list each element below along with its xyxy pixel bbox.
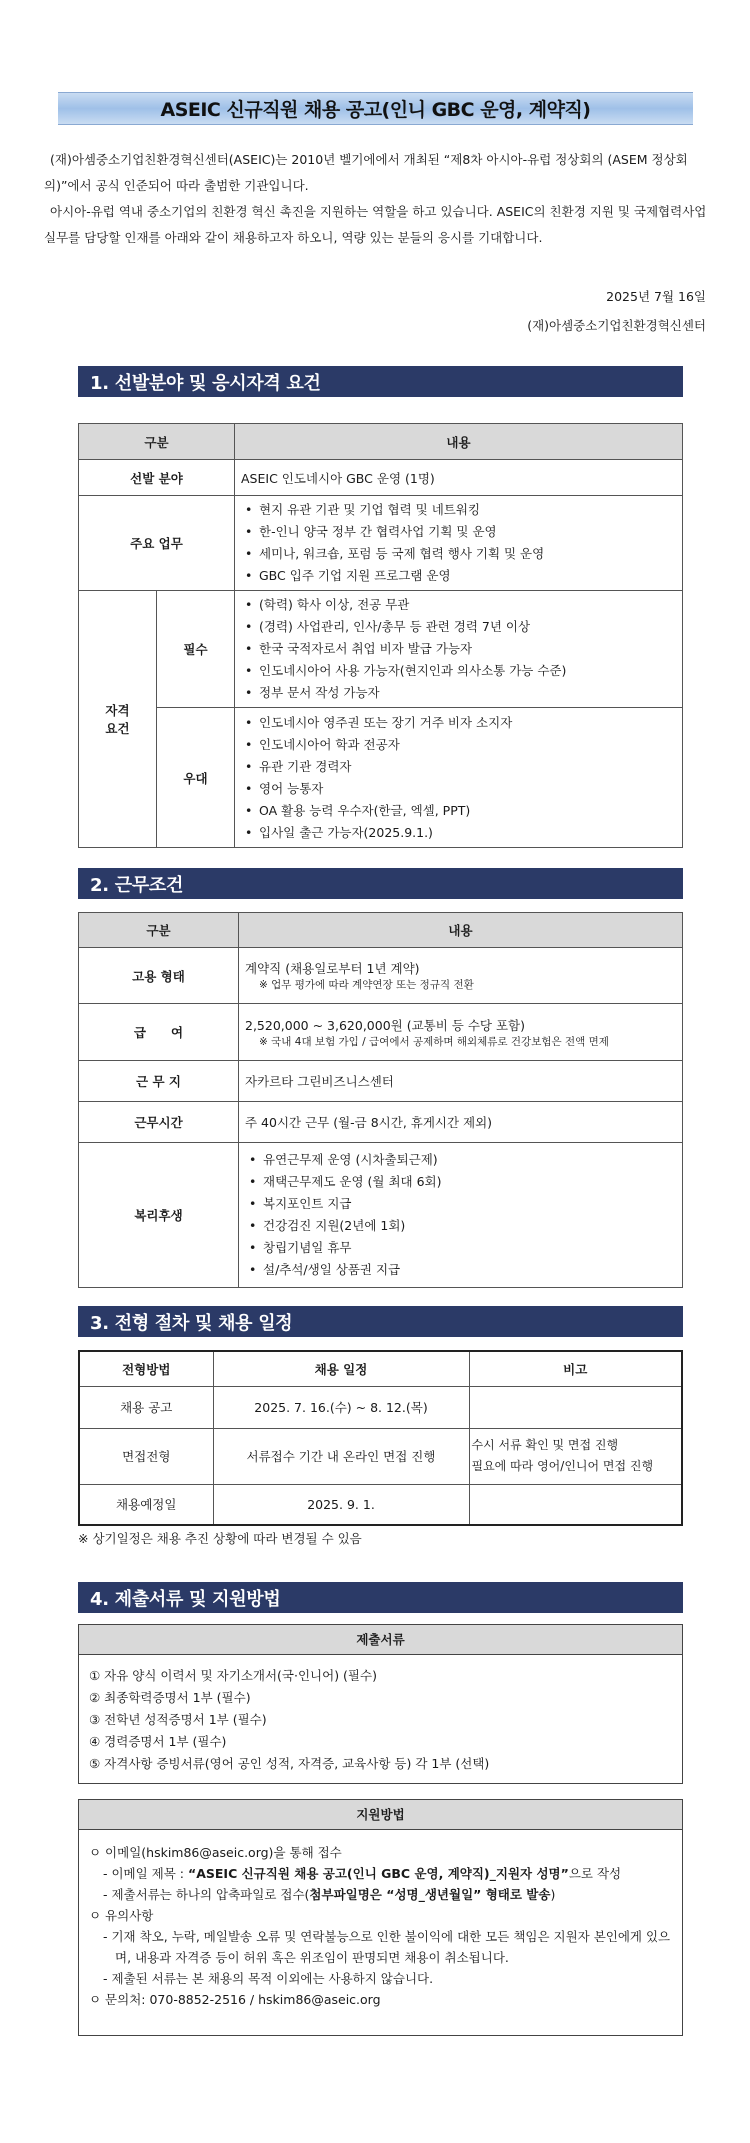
list-item: • 창립기념일 휴무: [245, 1237, 676, 1259]
application-line: - 기재 착오, 누락, 메일발송 오류 및 연락불능으로 인한 불이익에 대한 모든 책임은 지원자 본인에게 있으며, 내용과 자격증 등이 허위 혹은 위조임이 판명되면 채용이 취소됩니다.: [103, 1929, 671, 1965]
intro-paragraph-1: (재)아셈중소기업친환경혁신센터(ASEIC)는 2010년 벨기에에서 개최된 “제8차 아시아-유럽 정상회의 (ASEM 정상회의)”에서 공식 인준되어 따라 출범한 기관입니다.: [44, 152, 688, 193]
location-value: 자카르타 그린비즈니스센터: [239, 1061, 683, 1102]
preferred-list: [235, 709, 682, 847]
col-category: 구분: [79, 913, 239, 948]
list-item: • (학력) 학사 이상, 전공 무관: [241, 594, 676, 616]
application-body: [79, 1830, 682, 2018]
method-cell: 면접전형: [79, 1428, 213, 1484]
employment-cell: [239, 948, 683, 1004]
duties-cell: [235, 496, 683, 591]
salary-label: 급 여: [79, 1004, 239, 1061]
method-cell: 채용 공고: [79, 1386, 213, 1428]
qualification-table: [78, 423, 683, 848]
list-item: • 유관 기관 경력자: [241, 756, 676, 778]
list-item: • 한국 국적자로서 취업 비자 발급 가능자: [241, 638, 676, 660]
hours-value: 주 40시간 근무 (월-금 8시간, 휴게시간 제외): [239, 1102, 683, 1143]
documents-list: [79, 1655, 682, 1783]
text-span: 으로 작성: [568, 1866, 622, 1881]
remark-line-2: 필요에 따라 영어/인니어 면접 진행: [471, 1459, 654, 1473]
list-item: • 세미나, 워크숍, 포럼 등 국제 협력 행사 기획 및 운영: [241, 543, 676, 565]
application-box: [78, 1799, 683, 2036]
list-item: • 인도네시아어 학과 전공자: [241, 734, 676, 756]
list-item: • OA 활용 능력 우수자(한글, 엑셀, PPT): [241, 800, 676, 822]
application-heading: 지원방법: [79, 1800, 682, 1830]
list-item: • 복지포인트 지급: [245, 1193, 676, 1215]
required-list: [235, 591, 682, 707]
application-line: ㅇ 유의사항: [89, 1908, 154, 1923]
col-content: 내용: [235, 424, 683, 460]
section-3-heading: 3. 전형 절차 및 채용 일정: [78, 1306, 683, 1337]
table-row: [79, 1386, 682, 1428]
list-item: • 인도네시아어 사용 가능자(현지인과 의사소통 가능 수준): [241, 660, 676, 682]
qualification-label-line-2: 요건: [105, 721, 130, 736]
list-item: • 영어 능통자: [241, 778, 676, 800]
col-category: 구분: [79, 424, 235, 460]
list-item: • 재택근무제도 운영 (월 최대 6회): [245, 1171, 676, 1193]
location-label: 근 무 지: [79, 1061, 239, 1102]
list-item: ② 최종학력증명서 1부 (필수): [89, 1690, 251, 1705]
employment-value: 계약직 (채용일로부터 1년 계약): [245, 961, 420, 976]
col-method: 전형방법: [79, 1351, 213, 1386]
list-item: • 설/추석/생일 상품권 지급: [245, 1259, 676, 1281]
required-cell: [235, 591, 683, 708]
remark-line-1: 수시 서류 확인 및 면접 진행: [471, 1438, 619, 1452]
col-remark: 비고: [469, 1351, 682, 1386]
section-2-heading: 2. 근무조건: [78, 868, 683, 899]
method-cell: 채용예정일: [79, 1484, 213, 1525]
employment-note: ※ 업무 평가에 따라 계약연장 또는 정규직 전환: [259, 979, 474, 991]
list-item: • 정부 문서 작성 가능자: [241, 682, 676, 704]
salary-cell: [239, 1004, 683, 1061]
working-conditions-table: [78, 912, 683, 1288]
application-email-subject: [89, 1863, 672, 1884]
preferred-label: 우대: [157, 708, 235, 848]
list-item: • (경력) 사업관리, 인사/총무 등 관련 경력 7년 이상: [241, 616, 676, 638]
employment-label: 고용 형태: [79, 948, 239, 1004]
field-value: ASEIC 인도네시아 GBC 운영 (1명): [235, 460, 683, 496]
contact-line: ㅇ 문의처: 070-8852-2516 / hskim86@aseic.org: [89, 1992, 381, 2007]
schedule-cell: 서류접수 기간 내 온라인 면접 진행: [213, 1428, 469, 1484]
text-span: - 제출서류는 하나의 압축파일로 접수(: [103, 1887, 310, 1902]
table-row: [79, 1484, 682, 1525]
remark-cell: [469, 1428, 682, 1484]
documents-box: [78, 1624, 683, 1784]
list-item: ④ 경력증명서 1부 (필수): [89, 1734, 227, 1749]
list-item: • 유연근무제 운영 (시차출퇴근제): [245, 1149, 676, 1171]
salary-note: ※ 국내 4대 보험 가입 / 급여에서 공제하며 해외체류로 건강보험은 전액 면제: [259, 1035, 609, 1048]
list-item: • 건강검진 지원(2년에 1회): [245, 1215, 676, 1237]
col-content: 내용: [239, 913, 683, 948]
list-item: • 입사일 출근 가능자(2025.9.1.): [241, 822, 676, 844]
intro: [44, 147, 708, 251]
text-span: ): [550, 1887, 556, 1902]
page-title: ASEIC 신규직원 채용 공고(인니 GBC 운영, 계약직): [58, 92, 693, 125]
email-subject-format: “ASEIC 신규직원 채용 공고(인니 GBC 운영, 계약직)_지원자 성명”: [188, 1866, 569, 1881]
application-file-rule: [89, 1884, 672, 1905]
file-name-format: 첨부파일명은 “성명_생년월일” 형태로 발송: [309, 1887, 551, 1902]
col-schedule: 채용 일정: [213, 1351, 469, 1386]
notice-date: 2025년 7월 16일: [606, 289, 706, 304]
table-row: [79, 1428, 682, 1484]
schedule-cell: 2025. 9. 1.: [213, 1484, 469, 1525]
remark-cell: [469, 1484, 682, 1525]
section-4-heading: 4. 제출서류 및 지원방법: [78, 1582, 683, 1613]
salary-value: 2,520,000 ~ 3,620,000원 (교통비 등 수당 포함): [245, 1017, 525, 1033]
schedule-note: ※ 상기일정은 채용 추진 상황에 따라 변경될 수 있음: [78, 1531, 362, 1546]
schedule-table: [78, 1350, 683, 1526]
list-item: • 인도네시아 영주권 또는 장기 거주 비자 소지자: [241, 712, 676, 734]
application-line: - 제출된 서류는 본 채용의 목적 이외에는 사용하지 않습니다.: [103, 1971, 434, 1986]
intro-paragraph-2: 아시아-유럽 역내 중소기업의 친환경 혁신 촉진을 지원하는 역할을 하고 있습니다. ASEIC의 친환경 지원 및 국제협력사업 실무를 담당할 인재를 아래와 같이 채용하고자 하오니, 역량 있는 분들의 응시를 기대합니다.: [44, 204, 707, 245]
duties-label: 주요 업무: [79, 496, 235, 591]
list-item: • 한-인니 양국 정부 간 협력사업 기획 및 운영: [241, 521, 676, 543]
remark-cell: [469, 1386, 682, 1428]
section-1-heading: 1. 선발분야 및 응시자격 요건: [78, 366, 683, 397]
documents-heading: 제출서류: [79, 1625, 682, 1655]
text-span: - 이메일 제목 :: [103, 1866, 188, 1881]
qualification-label: [79, 591, 157, 848]
welfare-cell: [239, 1143, 683, 1288]
schedule-cell: 2025. 7. 16.(수) ~ 8. 12.(목): [213, 1386, 469, 1428]
hours-label: 근무시간: [79, 1102, 239, 1143]
preferred-cell: [235, 708, 683, 848]
list-item: ③ 전학년 성적증명서 1부 (필수): [89, 1712, 267, 1727]
welfare-list: [239, 1146, 682, 1284]
list-item: ⑤ 자격사항 증빙서류(영어 공인 성적, 자격증, 교육사항 등) 각 1부 (선택): [89, 1756, 490, 1771]
list-item: • GBC 입주 기업 지원 프로그램 운영: [241, 565, 676, 587]
list-item: ① 자유 양식 이력서 및 자기소개서(국·인니어) (필수): [89, 1668, 377, 1683]
application-line: ㅇ 이메일(hskim86@aseic.org)을 통해 접수: [89, 1845, 342, 1860]
field-label: 선발 분야: [79, 460, 235, 496]
welfare-label: 복리후생: [79, 1143, 239, 1288]
list-item: • 현지 유관 기관 및 기업 협력 및 네트워킹: [241, 499, 676, 521]
required-label: 필수: [157, 591, 235, 708]
notice-organization: (재)아셈중소기업친환경혁신센터: [527, 318, 706, 333]
qualification-label-line-1: 자격: [105, 703, 130, 718]
duties-list: [235, 496, 682, 590]
